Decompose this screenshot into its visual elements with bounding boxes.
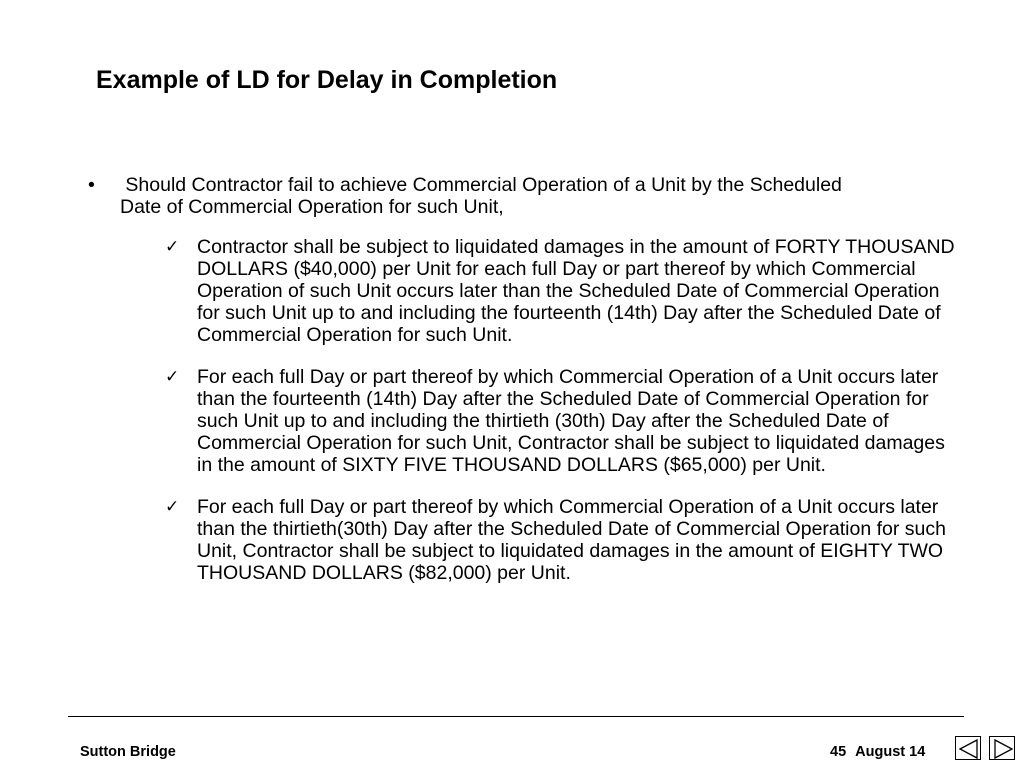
checkmark-icon: ✓	[165, 367, 180, 387]
main-bullet-text: Should Contractor fail to achieve Commercial Operation of a Unit by the Scheduled Date of Commercial Operation for such Unit,	[120, 174, 848, 218]
sub-bullet-item	[165, 366, 965, 476]
sub-bullet-item	[165, 496, 965, 584]
footer-divider	[68, 716, 964, 717]
checkmark-icon: ✓	[165, 237, 180, 257]
triangle-left-icon	[956, 737, 982, 761]
slide-title: Example of LD for Delay in Completion	[96, 66, 558, 94]
sub-bullet-list	[165, 236, 965, 604]
page-number: 45	[830, 744, 847, 760]
sub-bullet-text: For each full Day or part thereof by which Commercial Operation of a Unit occurs later than the thirtieth(30th) Day after the Scheduled Date of Commercial Operation for such Unit, Contractor shall be subject to liquidated damages in the amount of EIGHTY TWO THOUSAND DOLLARS ($82,000) per Unit.	[197, 496, 946, 584]
footer-date: August 14	[855, 744, 926, 760]
next-slide-button[interactable]	[989, 736, 1015, 760]
checkmark-icon: ✓	[165, 497, 180, 517]
sub-bullet-text: For each full Day or part thereof by which Commercial Operation of a Unit occurs later than the fourteenth (14th) Day after the Scheduled Date of Commercial Operation for such Unit up to and including the thirtieth (30th) Day after the Scheduled Date of Commercial Operation for such Unit, Contractor shall be subject to liquidated damages in the amount of SIXTY FIVE THOUSAND DOLLARS ($65,000) per Unit.	[197, 366, 945, 476]
sub-bullet-item	[165, 236, 965, 346]
footer-project-name: Sutton Bridge	[80, 744, 176, 760]
triangle-right-icon	[990, 737, 1016, 761]
previous-slide-button[interactable]	[955, 736, 981, 760]
bullet-marker: •	[88, 174, 95, 196]
footer-page-info	[830, 744, 925, 760]
sub-bullet-text: Contractor shall be subject to liquidated damages in the amount of FORTY THOUSAND DOLLARS ($40,000) per Unit for each full Day or part thereof by which Commercial Operation of such Unit occurs later than the Scheduled Date of Commercial Operation for such Unit up to and including the fourteenth (14th) Day after the Scheduled Date of Commercial Operation for such Unit.	[197, 236, 955, 346]
